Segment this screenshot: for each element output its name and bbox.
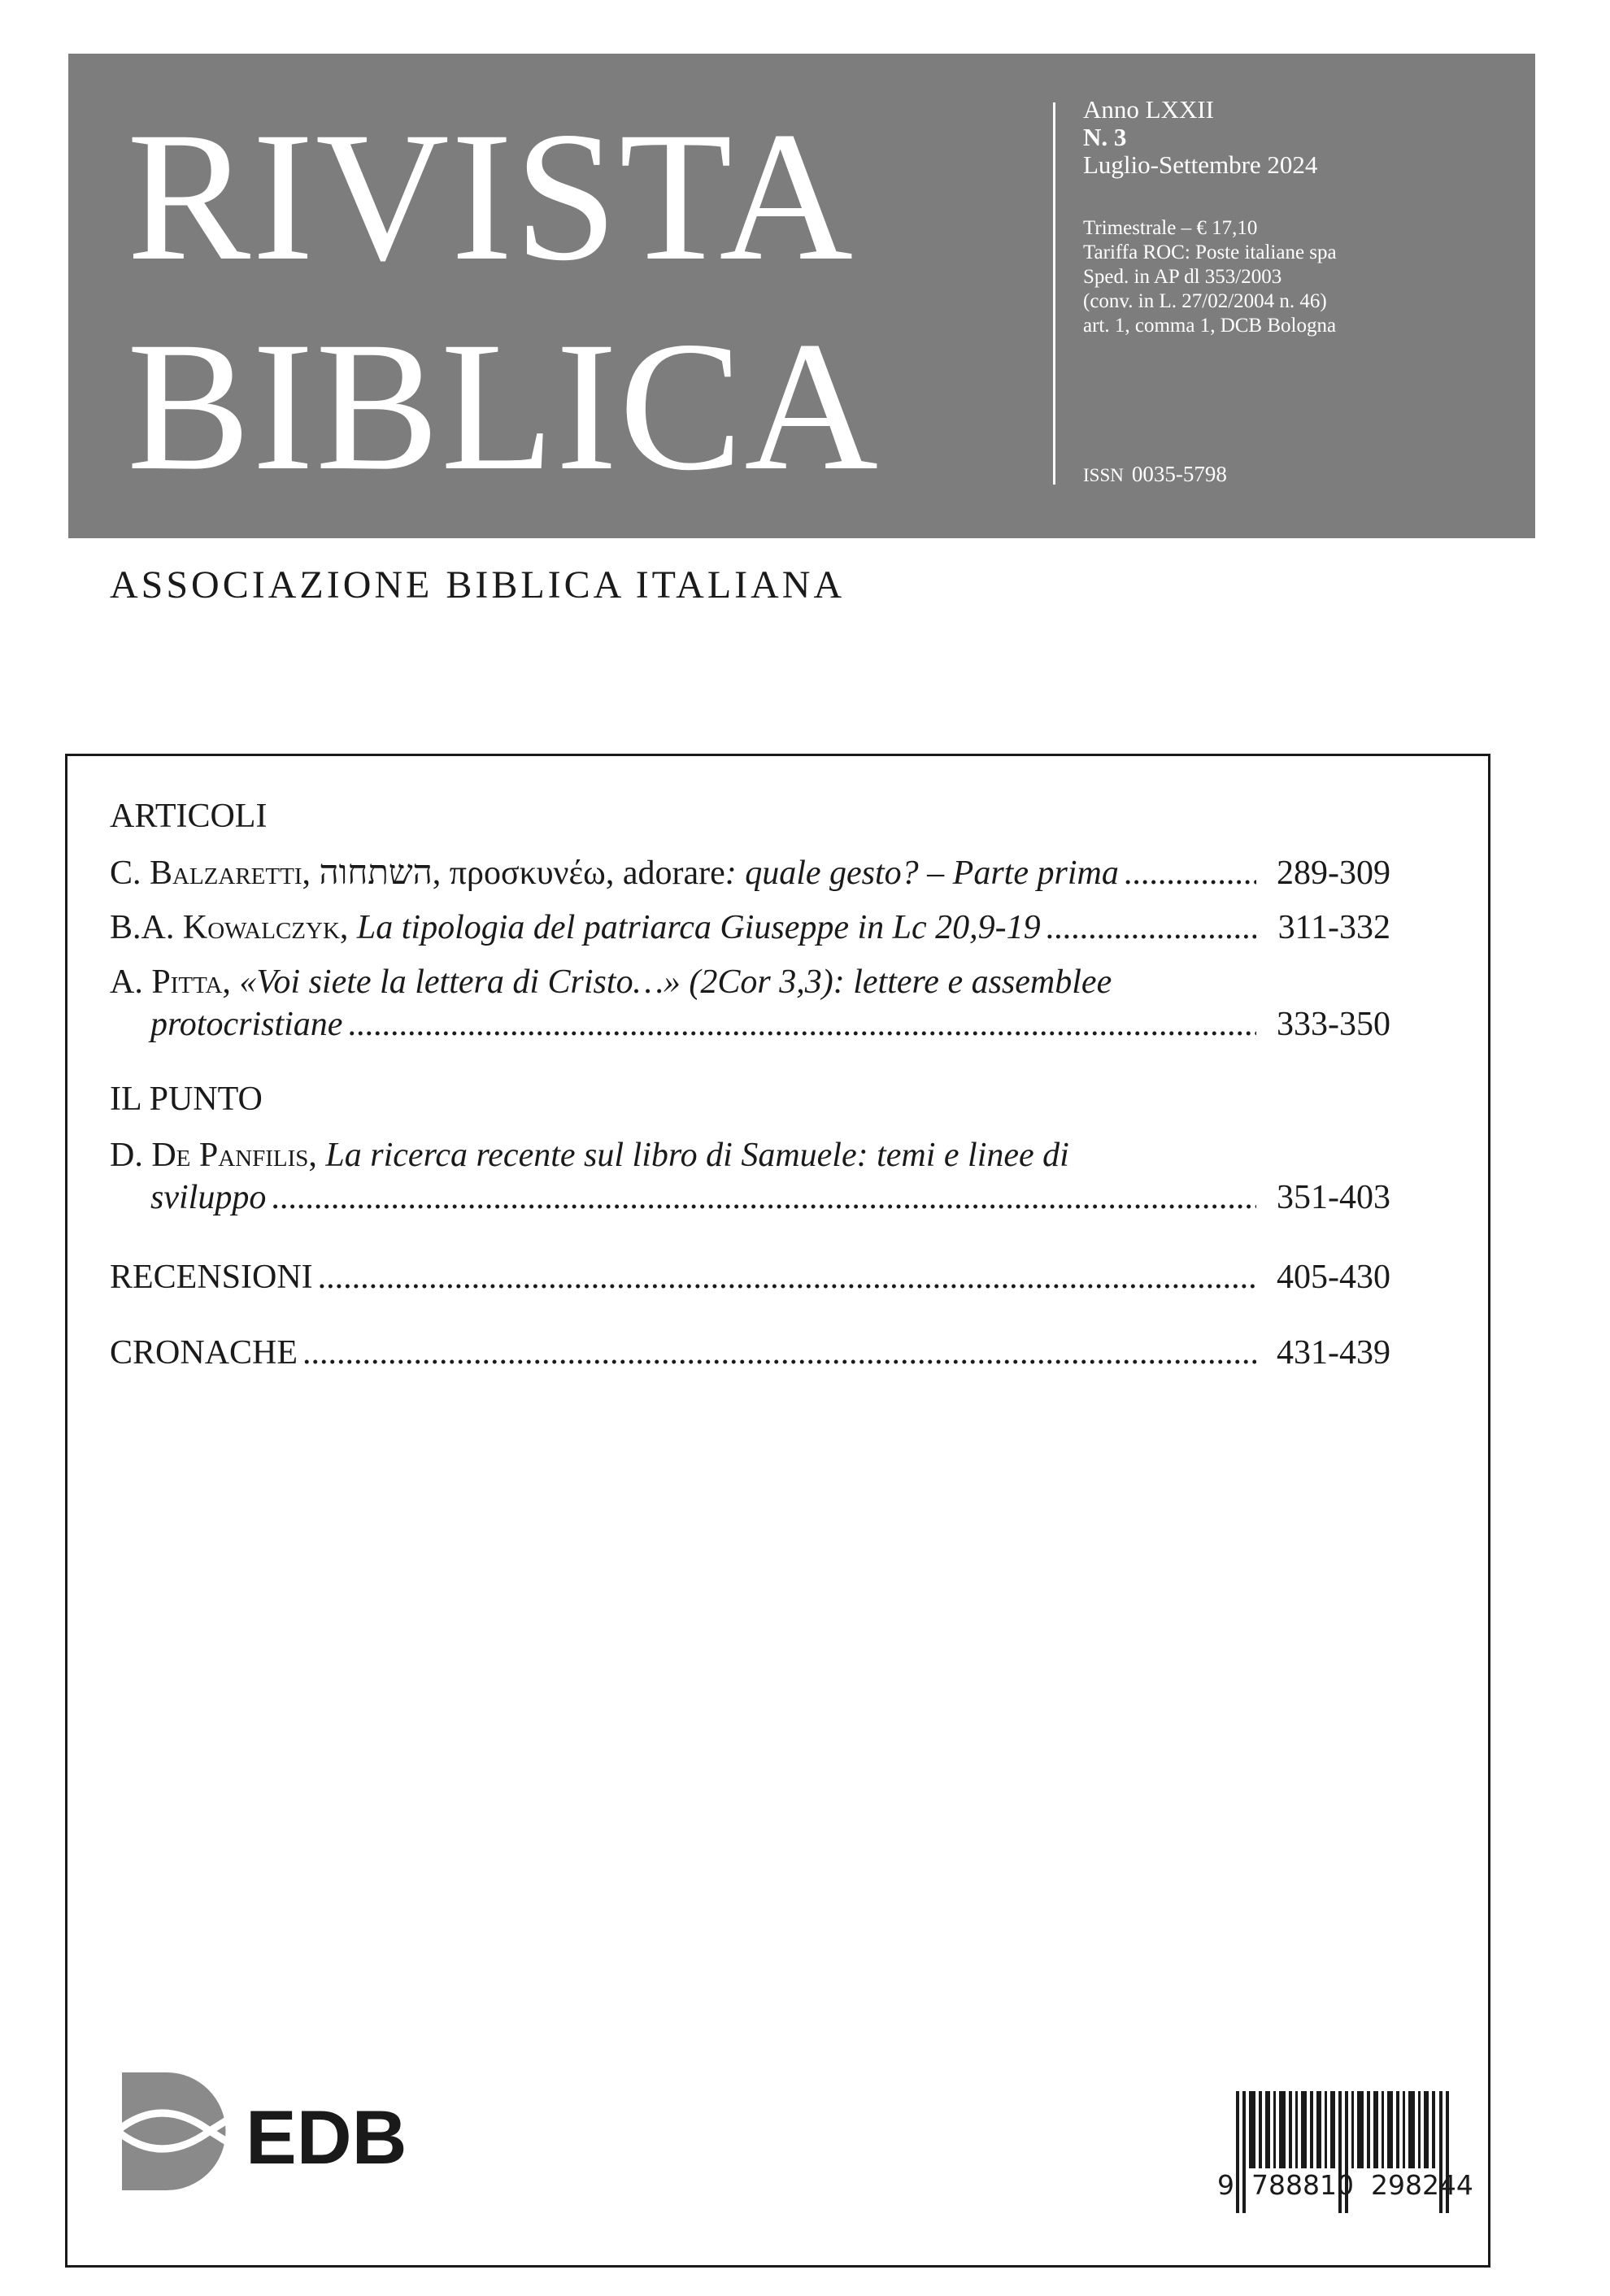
section-label-recensioni: RECENSIONI	[110, 1259, 313, 1296]
association-name: ASSOCIAZIONE BIBLICA ITALIANA	[110, 563, 846, 607]
edb-logo-text: EDB	[246, 2094, 407, 2180]
author-initial: B.A.	[110, 909, 175, 946]
entry-plain-text: ,	[339, 909, 357, 946]
author-name: De Panfilis	[151, 1137, 309, 1174]
masthead	[68, 54, 1535, 538]
barcode-digits-left: 788810	[1251, 2169, 1354, 2201]
entry-pages: 351-403	[1277, 1179, 1390, 1216]
entry-title-continued: protocristiane	[150, 1006, 343, 1043]
postal-line: art. 1, comma 1, DCB Bologna	[1083, 315, 1337, 337]
edb-fish-logo-icon	[117, 2072, 236, 2190]
author-name: Kowalczyk	[182, 909, 340, 946]
barcode-lead-digit: 9	[1217, 2169, 1234, 2201]
toc-entry	[110, 852, 1390, 894]
postal-line: Trimestrale – € 17,10	[1083, 217, 1258, 239]
journal-title-line2: BIBLICA	[127, 304, 880, 509]
journal-title-line1: RIVISTA	[127, 94, 855, 299]
issn-number: 0035-5798	[1131, 462, 1227, 486]
postal-line: (conv. in L. 27/02/2004 n. 46)	[1083, 290, 1327, 312]
postal-info	[1083, 216, 1337, 338]
dot-leader	[1124, 852, 1256, 894]
author-initial: A.	[110, 963, 143, 1001]
toc-entry-cronache	[110, 1332, 1390, 1374]
section-label-cronache: CRONACHE	[110, 1334, 298, 1372]
toc-entry	[110, 961, 1390, 1046]
edb-logo	[114, 2072, 415, 2190]
dot-leader	[302, 1332, 1256, 1374]
toc-entry	[110, 1134, 1390, 1219]
dot-leader	[1046, 907, 1256, 949]
author-name: Balzaretti	[150, 854, 302, 892]
toc-entry	[110, 907, 1390, 949]
entry-plain-text: , השתחוה, προσκυνέω, adorare	[302, 854, 725, 892]
entry-title: La ricerca recente sul libro di Samuele: temi e linee di	[325, 1137, 1069, 1174]
dot-leader	[271, 1176, 1256, 1219]
section-heading-articoli: ARTICOLI	[110, 798, 268, 835]
entry-plain-text: ,	[222, 963, 240, 1001]
issn-label: ISSN	[1083, 465, 1124, 485]
entry-pages: 431-439	[1277, 1334, 1390, 1372]
entry-pages: 311-332	[1277, 909, 1390, 946]
author-name: Pitta	[151, 963, 223, 1001]
entry-title: : quale gesto? – Parte prima	[724, 854, 1119, 892]
issue-number: N. 3	[1083, 123, 1127, 151]
postal-line: Tariffa ROC: Poste italiane spa	[1083, 241, 1337, 263]
author-initial: D.	[110, 1137, 143, 1174]
issue-period: Luglio-Settembre 2024	[1083, 150, 1318, 179]
toc-entry-recensioni	[110, 1256, 1390, 1298]
entry-title: La tipologia del patriarca Giuseppe in Lc 20,9-19	[356, 909, 1041, 946]
issn	[1083, 462, 1227, 487]
barcode-number	[1217, 2169, 1494, 2201]
entry-title: «Voi siete la lettera di Cristo…» (2Cor 3,3): lettere e assemblee	[239, 963, 1112, 1001]
table-of-contents	[65, 754, 1490, 2268]
barcode-digits-right: 298244	[1370, 2169, 1473, 2201]
masthead-divider	[1053, 102, 1055, 485]
entry-pages: 289-309	[1277, 854, 1390, 892]
dot-leader	[347, 1003, 1256, 1046]
entry-title-continued: sviluppo	[150, 1179, 267, 1216]
author-initial: C.	[110, 854, 141, 892]
section-heading-il-punto: IL PUNTO	[110, 1081, 263, 1118]
issue-year: Anno LXXII	[1083, 95, 1214, 124]
entry-plain-text: ,	[308, 1137, 326, 1174]
entry-pages: 405-430	[1277, 1259, 1390, 1296]
postal-line: Sped. in AP dl 353/2003	[1083, 266, 1282, 288]
dot-leader	[318, 1256, 1256, 1298]
entry-pages: 333-350	[1277, 1006, 1390, 1043]
issue-info	[1083, 96, 1317, 179]
